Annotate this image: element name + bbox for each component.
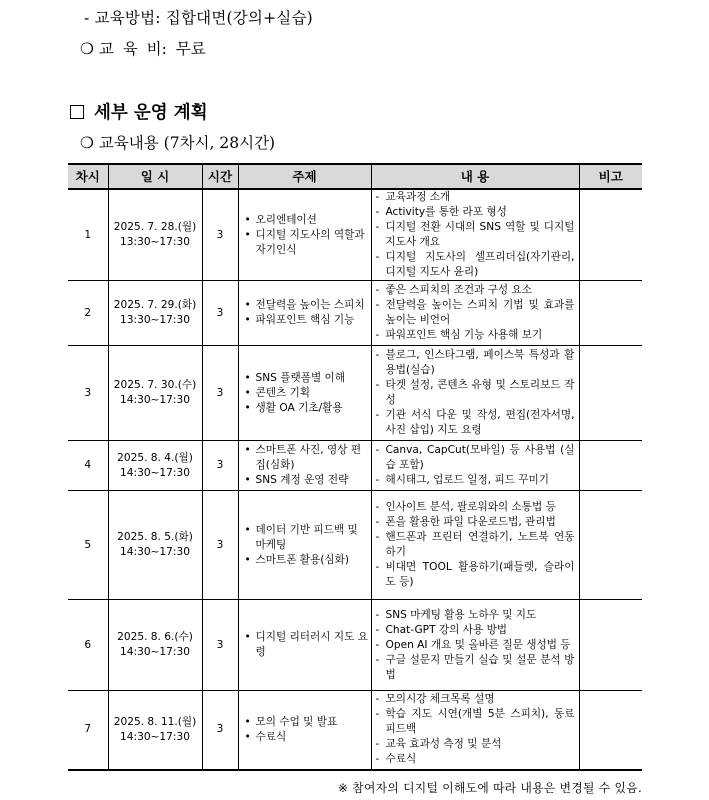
table-header-row	[68, 164, 642, 189]
topic-cell	[238, 441, 371, 491]
session-time: 14:30~17:30	[120, 646, 190, 658]
footnote: ※ 참여자의 디지털 이해도에 따라 내용은 변경될 수 있음.	[338, 781, 642, 795]
content-item: - 전달력을 높이는 스피치 기법 및 효과를 높이는 비언어	[375, 298, 575, 328]
content-item: - 디지털 전환 시대의 SNS 역할 및 디지털 지도사 개요	[375, 220, 575, 250]
session-time: 14:30~17:30	[120, 394, 190, 406]
content-item: - 핸드폰과 프린터 연결하기, 노트북 연동하기	[375, 530, 575, 560]
note-cell	[579, 691, 642, 770]
session-date: 2025. 7. 28.(월)	[113, 221, 197, 233]
content-item: - 블로그, 인스타그램, 페이스북 특성과 활용법(실습)	[375, 348, 575, 378]
session-number-cell	[68, 600, 108, 691]
session-number: 6	[84, 638, 92, 651]
content-item: - Activity를 통한 라포 형성	[375, 205, 575, 220]
session-number: 4	[84, 459, 92, 471]
content-cell	[371, 189, 579, 281]
session-hours: 3	[216, 386, 224, 399]
content-cell	[371, 691, 579, 770]
content-item: - 교육과정 소개	[375, 190, 575, 205]
session-hours: 3	[216, 538, 224, 551]
header-content: 내 용	[371, 164, 579, 189]
topic-item: • SNS 플랫폼별 이해	[244, 371, 371, 386]
education-cost-text: 교 육 비: 무료	[98, 40, 206, 58]
circle-bullet-icon: ❍	[80, 40, 94, 58]
hours-cell	[202, 691, 238, 770]
topic-cell	[238, 691, 371, 770]
topic-cell	[238, 491, 371, 600]
session-hours: 3	[216, 723, 224, 736]
session-hours: 3	[216, 459, 224, 471]
datetime-cell	[108, 491, 202, 600]
note-cell	[579, 491, 642, 600]
topic-item: • 전달력을 높이는 스피치	[244, 298, 371, 313]
header-session: 차시	[68, 164, 108, 189]
header-topic: 주제	[238, 164, 371, 189]
content-item: - 학습 지도 시연(개별 5분 스피치), 동료 피드백	[375, 707, 575, 737]
section-title	[70, 99, 208, 124]
content-item: - Chat-GPT 강의 사용 방법	[375, 623, 575, 638]
session-number-cell	[68, 281, 108, 346]
note-cell	[579, 346, 642, 441]
section-subtitle-text: 교육내용 (7차시, 28시간)	[98, 134, 276, 152]
content-item: - SNS 마케팅 활용 노하우 및 지도	[375, 608, 575, 623]
hours-cell	[202, 600, 238, 691]
content-cell	[371, 441, 579, 491]
table-row	[68, 491, 642, 600]
topic-item: • 디지털 지도사의 역할과 자기인식	[244, 228, 371, 258]
topic-cell	[238, 600, 371, 691]
session-number: 7	[84, 723, 92, 736]
topic-item: • SNS 계정 운영 전략	[244, 473, 371, 488]
hours-cell	[202, 346, 238, 441]
hours-cell	[202, 281, 238, 346]
session-time: 13:30~17:30	[120, 314, 190, 326]
content-item: - 좋은 스피치의 조건과 구성 요소	[375, 283, 575, 298]
schedule-table	[68, 163, 642, 771]
content-item: - 타겟 설정, 콘텐츠 유형 및 스토리보드 작성	[375, 378, 575, 408]
session-number: 3	[84, 386, 92, 399]
session-date: 2025. 8. 5.(화)	[117, 531, 193, 543]
topic-item: • 수료식	[244, 730, 371, 745]
content-cell	[371, 600, 579, 691]
datetime-cell	[108, 441, 202, 491]
square-box-icon	[70, 105, 84, 119]
session-number-cell	[68, 189, 108, 281]
topic-item: • 콘텐츠 기획	[244, 386, 371, 401]
header-note: 비고	[579, 164, 642, 189]
content-item: - 구글 설문지 만들기 실습 및 설문 분석 방법	[375, 653, 575, 683]
content-item: - 비대면 TOOL 활용하기(패들렛, 슬라이도 등)	[375, 560, 575, 590]
content-item: - Canva, CapCut(모바일) 등 사용법 (실습 포함)	[375, 443, 575, 473]
content-item: - 교육 효과성 측정 및 분석	[375, 737, 575, 752]
section-subtitle	[80, 131, 275, 153]
session-date: 2025. 7. 30.(수)	[113, 379, 197, 391]
session-time: 13:30~17:30	[120, 236, 190, 248]
content-item: - 수료식	[375, 752, 575, 767]
note-cell	[579, 281, 642, 346]
session-time: 14:30~17:30	[120, 546, 190, 558]
topic-item: • 생활 OA 기초/활용	[244, 401, 371, 416]
table-row	[68, 691, 642, 770]
session-number-cell	[68, 441, 108, 491]
content-item: - 인사이트 분석, 팔로워와의 소통법 등	[375, 500, 575, 515]
session-time: 14:30~17:30	[120, 730, 190, 743]
session-hours: 3	[216, 306, 224, 319]
content-cell	[371, 346, 579, 441]
topic-cell	[238, 281, 371, 346]
hours-cell	[202, 491, 238, 600]
session-number-cell	[68, 691, 108, 770]
note-cell	[579, 189, 642, 281]
content-cell	[371, 281, 579, 346]
table-row	[68, 346, 642, 441]
topic-cell	[238, 346, 371, 441]
datetime-cell	[108, 691, 202, 770]
header-hours: 시간	[202, 164, 238, 189]
content-cell	[371, 491, 579, 600]
table-row	[68, 189, 642, 281]
session-number: 1	[84, 228, 92, 241]
session-number: 2	[84, 306, 92, 319]
content-item: - 기관 서식 다운 및 작성, 편집(전자서명, 사진 삽입) 지도 요령	[375, 408, 575, 438]
content-item: - 해시태그, 업로드 일정, 피드 꾸미기	[375, 473, 575, 488]
note-cell	[579, 600, 642, 691]
datetime-cell	[108, 600, 202, 691]
education-cost-line	[80, 37, 206, 59]
datetime-cell	[108, 346, 202, 441]
session-number: 5	[84, 538, 92, 551]
session-hours: 3	[216, 228, 224, 241]
topic-item: • 디지털 리터러시 지도 요령	[244, 630, 371, 660]
note-cell	[579, 441, 642, 491]
session-date: 2025. 8. 4.(월)	[117, 451, 193, 464]
topic-item: • 데이터 기반 피드백 및 마케팅	[244, 523, 371, 553]
header-datetime: 일 시	[108, 164, 202, 189]
session-date: 2025. 8. 11.(월)	[113, 715, 197, 728]
topic-item: • 스마트폰 사진, 영상 편집(심화)	[244, 443, 371, 473]
content-item: - 폰을 활용한 파일 다운로드법, 관리법	[375, 515, 575, 530]
hours-cell	[202, 189, 238, 281]
session-time: 14:30~17:30	[120, 466, 190, 479]
table-row	[68, 281, 642, 346]
session-date: 2025. 8. 6.(수)	[117, 631, 193, 643]
topic-item: • 스마트폰 활용(심화)	[244, 553, 371, 568]
datetime-cell	[108, 189, 202, 281]
table-row	[68, 441, 642, 491]
section-title-text: 세부 운영 계획	[94, 103, 208, 123]
topic-cell	[238, 189, 371, 281]
topic-item: • 모의 수업 및 발표	[244, 715, 371, 730]
content-item: - 디지털 지도사의 셀프리더십(자기관리, 디지털 지도사 윤리)	[375, 250, 575, 280]
table-row	[68, 600, 642, 691]
circle-bullet-icon: ❍	[80, 134, 94, 152]
content-item: - 파워포인트 핵심 기능 사용해 보기	[375, 328, 575, 343]
education-method-line: - 교육방법: 집합대면(강의+실습)	[84, 9, 313, 27]
content-item: - Open AI 개요 및 올바른 질문 생성법 등	[375, 638, 575, 653]
datetime-cell	[108, 281, 202, 346]
session-date: 2025. 7. 29.(화)	[113, 299, 197, 311]
session-hours: 3	[216, 638, 224, 651]
content-item: - 모의시강 체크목록 설명	[375, 692, 575, 707]
session-number-cell	[68, 491, 108, 600]
topic-item: • 오리엔테이션	[244, 213, 371, 228]
hours-cell	[202, 441, 238, 491]
session-number-cell	[68, 346, 108, 441]
topic-item: • 파워포인트 핵심 기능	[244, 313, 371, 328]
